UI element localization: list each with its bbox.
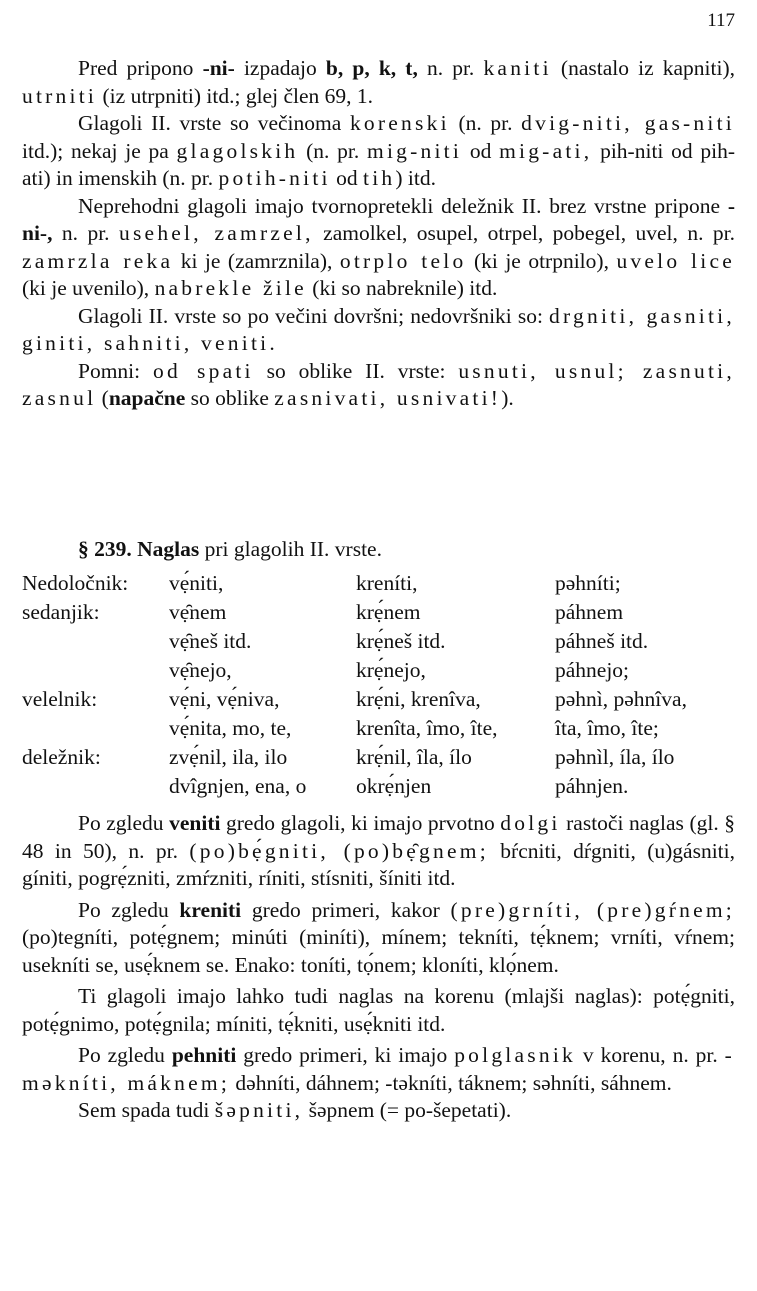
paragraph-dovrsni: Glagoli II. vrste so po večini dovršni; nedovršniki so: drgniti, gasniti, giniti, sahniti, veniti. — [22, 303, 735, 355]
paragraph-veniti: Po zgledu veniti gredo glagoli, ki imajo prvotno dolgi rastoči naglas (gl. § 48 in 50), n. pr. (po)bẹ́gniti, (po)bẹ̑gnem; bŕcniti, dŕgniti, (u)gásniti, gíniti, pogrẹ́zniti, zmŕzniti, ríniti, stísniti, šíniti itd. — [22, 811, 736, 890]
page-number: 117 — [707, 10, 735, 31]
table-row: dvîgnjen, ena, o okrẹ́njen páhnjen. — [169, 774, 629, 798]
paragraph-vrste: Glagoli II. vrste so večinoma korenski (n. pr. dvig-niti, gas-niti itd.); nekaj je pa glagolskih (n. pr. mig-niti od mig-ati, pih-niti od pih-ati) in imenskih (n. pr. potih-niti od tih) itd. — [22, 111, 736, 190]
paragraph-sepniti: Sem spada tudi šəpniti, šəpnem (= po-šepetati). — [78, 1098, 512, 1122]
paragraph-kreniti: Po zgledu kreniti gredo primeri, kakor (pre)grníti, (pre)gŕnem; (po)tegníti, potẹ́gnem; minúti (miníti), mínem; tekníti, tẹ́knem; vrníti, vŕnem; usekníti se, usẹ́knem se. Enako: toníti, tọ́nem; kloníti, klọ́nem. — [22, 897, 735, 977]
table-row: vẹ̑nejo, krẹ́nejo, páhnejo; — [169, 658, 630, 682]
paragraph-pomni: Pomni: od spati so oblike II. vrste: usnuti, usnul; zasnuti, zasnul (napačne so oblike zasnivati, usnivati!). — [22, 358, 735, 410]
paragraph-pripona: Pred pripono -ni- izpadajo b, p, k, t, n. pr. kaniti (nastalo iz kapniti), utrniti (iz utrpniti) itd.; glej člen 69, 1. — [22, 56, 735, 108]
table-row: deležnik: zvẹ́nil, ila, ilo krẹ́nil, îla, ílo pəhnìl, íla, ílo — [22, 745, 675, 769]
table-row: velelnik: vẹ́ni, vẹ́niva, krẹ́ni, krenîva, pəhnì, pəhnîva, — [22, 687, 687, 711]
table-row: Nedoločnik: vẹ́niti, kreníti, pəhníti; — [22, 571, 621, 595]
table-row: sedanjik: vẹ̑nem krẹ́nem páhnem — [22, 600, 624, 624]
text-block-upper — [22, 55, 735, 413]
section-heading: § 239. Naglas pri glagolih II. vrste. — [78, 537, 382, 561]
conjugation-table — [22, 569, 735, 801]
paragraph-pehniti: Po zgledu pehniti gredo primeri, ki imajo polglasnik v korenu, n. pr. -məkníti, máknem; dəhníti, dáhnem; -təkníti, táknem; səhníti, sáhnem. — [22, 1043, 735, 1095]
table-row: vẹ́nita, mo, te, krenîta, îmo, îte, îta, îmo, îte; — [169, 716, 659, 740]
text-block-lower — [22, 810, 735, 1125]
paragraph-mlajsi-naglas: Ti glagoli imajo lahko tudi naglas na korenu (mlajši naglas): potẹ́gniti, potẹ́gnimo, potẹ́gnila; míniti, tẹ́kniti, usẹ́kniti itd. — [22, 984, 735, 1036]
table-row: vẹ̑neš itd. krẹ́neš itd. páhneš itd. — [169, 629, 649, 653]
paragraph-neprehodni: Neprehodni glagoli imajo tvornopretekli deležnik II. brez vrstne pripone -ni-, n. pr. usehel, zamrzel, zamolkel, osupel, otrpel, pobegel, uvel, n. pr. zamrzla reka ki je (zamrznila), otrplo telo (ki je otrpnilo), uvelo lice (ki je uvenilo), nabrekle žile (ki so nabreknile) itd. — [22, 193, 735, 300]
